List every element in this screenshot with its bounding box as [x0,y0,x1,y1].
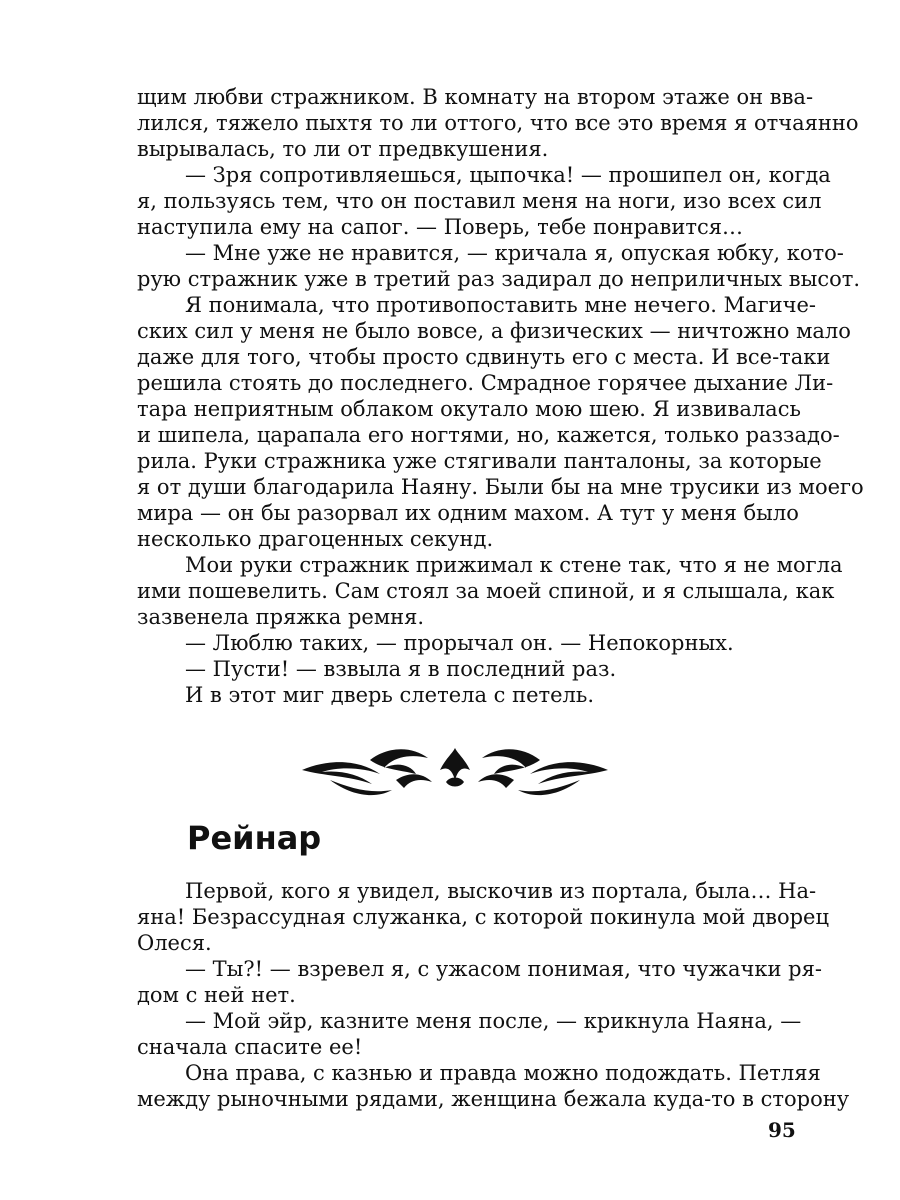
text-line: — Зря сопротивляешься, цыпочка! — прошипел он, когда [185,163,831,187]
text-line: ими пошевелить. Сам стоял за моей спиной, и я слышала, как [137,579,835,603]
text-line: тара неприятным облаком окутало мою шею. Я извивалась [137,397,801,421]
text-line: дом с ней нет. [137,983,296,1007]
text-line: — Пусти! — взвыла я в последний раз. [185,657,617,681]
page-number: 95 [768,1118,796,1142]
text-line: ских сил у меня не было вовсе, а физических — ничтожно мало [137,319,851,343]
text-line: я от души благодарила Наяну. Были бы на мне трусики из моего [137,475,864,499]
text-line: Мои руки стражник прижимал к стене так, что я не могла [185,553,843,577]
text-line: сначала спасите ее! [137,1035,363,1059]
text-line: И в этот миг дверь слетела с петель. [185,683,595,707]
text-line: вырывалась, то ли от предвкушения. [137,137,549,161]
text-line: — Ты?! — взревел я, с ужасом понимая, что чужачки ря- [185,957,822,981]
body-text-after-chapter [137,878,850,1112]
text-line: несколько драгоценных секунд. [137,527,494,551]
text-line: Я понимала, что противопоставить мне нечего. Магиче- [185,293,816,317]
text-line: я, пользуясь тем, что он поставил меня на ноги, изо всех сил [137,189,822,213]
text-line: Олеся. [137,931,212,955]
text-line: щим любви стражником. В комнату на втором этаже он вва- [137,85,814,109]
body-text-before-chapter [137,84,864,708]
text-line: яна! Безрассудная служанка, с которой покинула мой дворец [137,905,829,929]
text-line: между рыночными рядами, женщина бежала куда-то в сторону [137,1087,850,1111]
text-line: — Мне уже не нравится, — кричала я, опуская юбку, кото- [185,241,844,265]
text-line: — Мой эйр, казните меня после, — крикнула Наяна, — [185,1009,802,1033]
text-line: Первой, кого я увидел, выскочив из портала, была… На- [185,879,817,903]
ornamental-divider-icon [300,740,610,806]
chapter-title: Рейнар [187,819,322,857]
text-line: мира — он бы разорвал их одним махом. А тут у меня было [137,501,799,525]
text-line: даже для того, чтобы просто сдвинуть его с места. И все-таки [137,345,831,369]
text-line: рила. Руки стражника уже стягивали панталоны, за которые [137,449,822,473]
text-line: наступила ему на сапог. — Поверь, тебе понравится… [137,215,743,239]
text-line: и шипела, царапала его ногтями, но, кажется, только раззадо- [137,423,840,447]
text-line: лился, тяжело пыхтя то ли оттого, что все это время я отчаянно [137,111,859,135]
text-line: зазвенела пряжка ремня. [137,605,425,629]
text-line: — Люблю таких, — прорычал он. — Непокорных. [185,631,734,655]
text-line: Она права, с казнью и правда можно подождать. Петляя [185,1061,821,1085]
text-line: решила стоять до последнего. Смрадное горячее дыхание Ли- [137,371,834,395]
text-line: рую стражник уже в третий раз задирал до неприличных высот. [137,267,861,291]
